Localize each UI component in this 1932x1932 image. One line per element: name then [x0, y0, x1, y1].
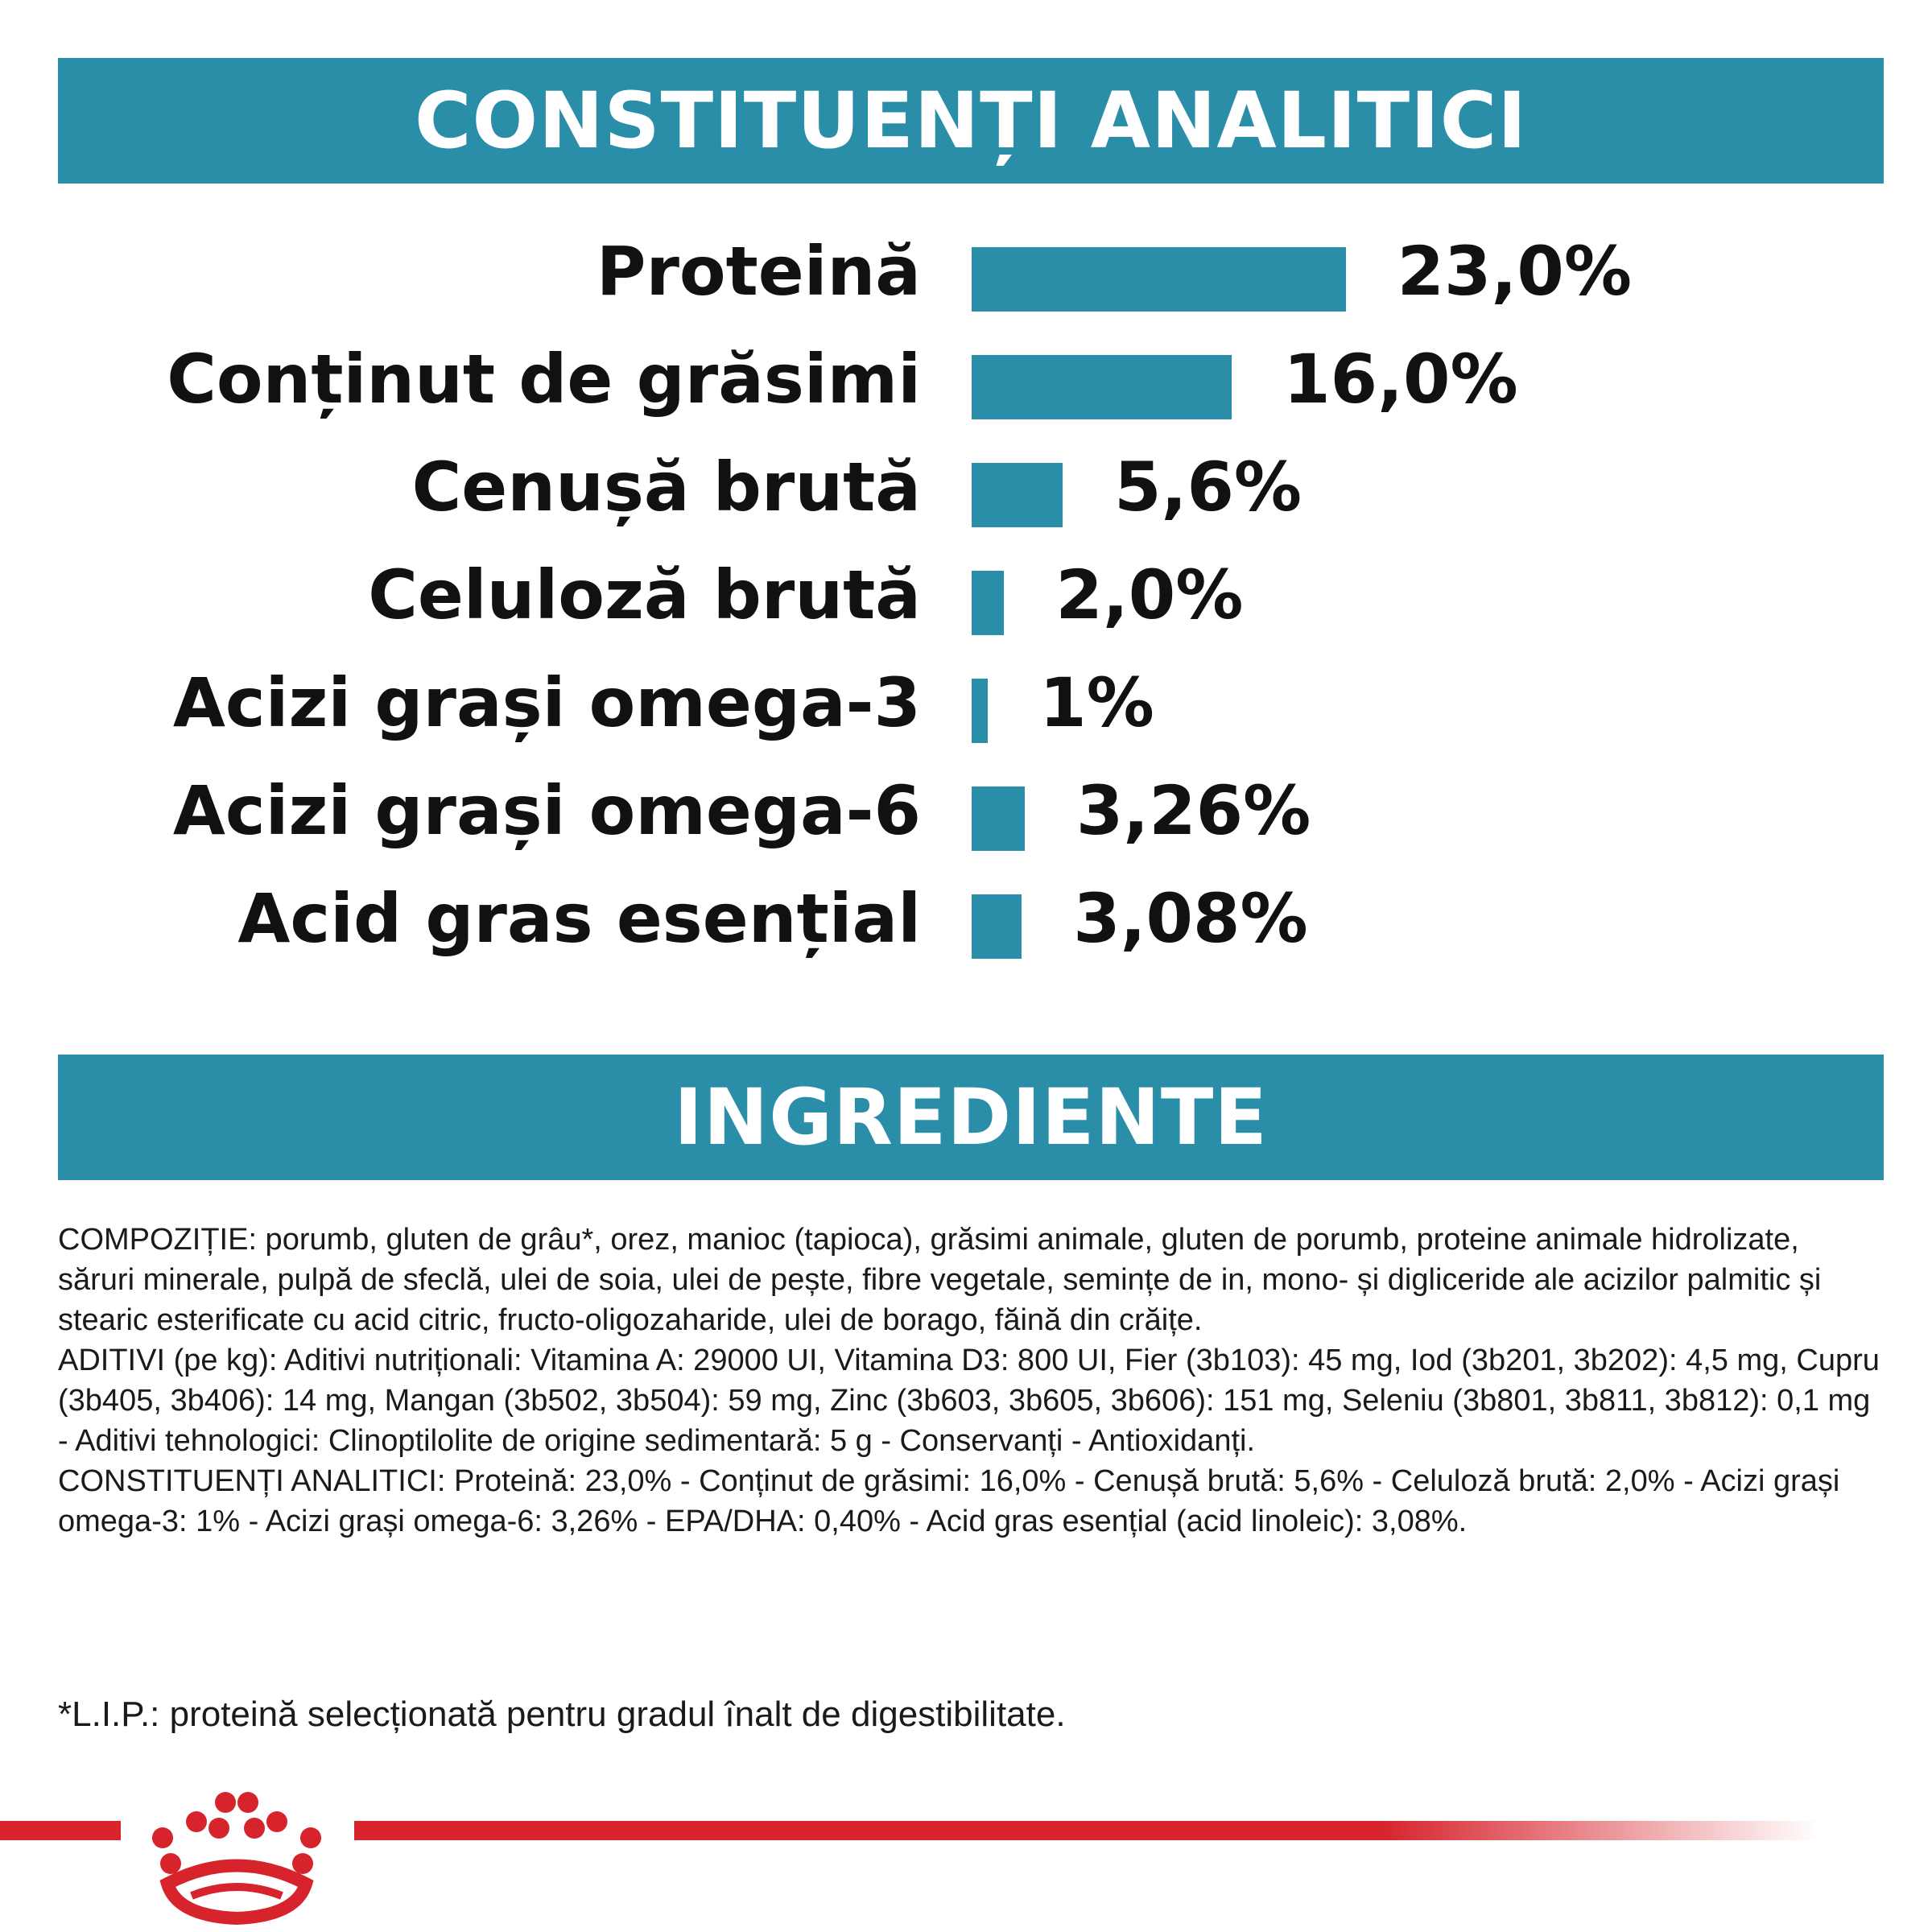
value-label: 23,0%	[1397, 232, 1633, 311]
chart-row-continut-de-grasimi	[0, 325, 1932, 433]
bar-cenusa-bruta	[972, 463, 1063, 527]
category-label: Proteină	[596, 232, 921, 311]
bar-acizi-grasi-omega-3	[972, 679, 988, 743]
value-label: 1%	[1039, 663, 1154, 742]
category-label: Celuloză brută	[368, 555, 921, 634]
value-label: 16,0%	[1283, 340, 1518, 419]
value-label: 2,0%	[1055, 555, 1244, 634]
bar-acid-gras-esential	[972, 894, 1022, 959]
chart-row-celuloza-bruta	[0, 541, 1932, 649]
chart-row-acid-gras-esential	[0, 865, 1932, 972]
brand-line-left	[0, 1821, 121, 1840]
crown-logo-icon	[135, 1775, 336, 1932]
bar-acizi-grasi-omega-6	[972, 786, 1025, 851]
brand-line-right	[354, 1821, 1819, 1840]
composition-paragraph: COMPOZIȚIE: porumb, gluten de grâu*, orez, manioc (tapioca), grăsimi animale, gluten de porumb, proteine animale hidrolizate, săruri minerale, pulpă de sfeclă, ulei de soia, ulei de pește, fibre vegetale, semințe de in, mono- și digliceride ale acizilor palmitic și stearic esterificate cu acid citric, fructo-oligozaharide, ulei de borago, făină din crăițe.	[58, 1223, 1822, 1337]
ingredients-banner	[58, 1055, 1884, 1180]
chart-row-acizi-grasi-omega-3	[0, 649, 1932, 757]
value-label: 3,26%	[1075, 771, 1311, 850]
ingredients-title: INGREDIENTE	[674, 1072, 1268, 1162]
analytical-constituents-banner	[58, 58, 1884, 184]
analytical-bar-chart	[0, 217, 1932, 990]
value-label: 5,6%	[1114, 448, 1302, 526]
category-label: Acid gras esențial	[237, 879, 921, 958]
value-label: 3,08%	[1073, 879, 1308, 958]
ingredients-text	[58, 1220, 1884, 1542]
chart-row-acizi-grasi-omega-6	[0, 757, 1932, 865]
analytical-constituents-title: CONSTITUENȚI ANALITICI	[415, 76, 1527, 166]
chart-row-cenusa-bruta	[0, 433, 1932, 541]
category-label: Conținut de grăsimi	[167, 340, 921, 419]
bar-continut-de-grasimi	[972, 355, 1232, 419]
additives-paragraph: ADITIVI (pe kg): Aditivi nutriționali: Vitamina A: 29000 UI, Vitamina D3: 800 UI, Fier (3b103): 45 mg, Iod (3b201, 3b202): 4,5 mg, Cupru (3b405, 3b406): 14 mg, Mangan (3b502, 3b504): 59 mg, Zinc (3b603, 3b605, 3b606): 151 mg, Seleniu (3b801, 3b811, 3b812): 0,1 mg - Aditivi tehnologici: Clinoptilolite de origine sedimentară: 5 g - Conservanți - Antioxidanți.	[58, 1344, 1880, 1458]
footnote: *L.I.P.: proteină selecționată pentru gradul înalt de digestibilitate.	[58, 1695, 1066, 1734]
category-label: Cenușă brută	[411, 448, 921, 526]
analytical-paragraph: CONSTITUENȚI ANALITICI: Proteină: 23,0% - Conținut de grăsimi: 16,0% - Cenușă brută: 5,6% - Celuloză brută: 2,0% - Acizi grași omega-3: 1% - Acizi grași omega-6: 3,26% - EPA/DHA: 0,40% - Acid gras esențial (acid linoleic): 3,08%.	[58, 1464, 1840, 1538]
category-label: Acizi grași omega-6	[172, 771, 921, 850]
bar-celuloza-bruta	[972, 571, 1004, 635]
bar-proteina	[972, 247, 1346, 312]
category-label: Acizi grași omega-3	[172, 663, 921, 742]
chart-row-proteina	[0, 217, 1932, 325]
